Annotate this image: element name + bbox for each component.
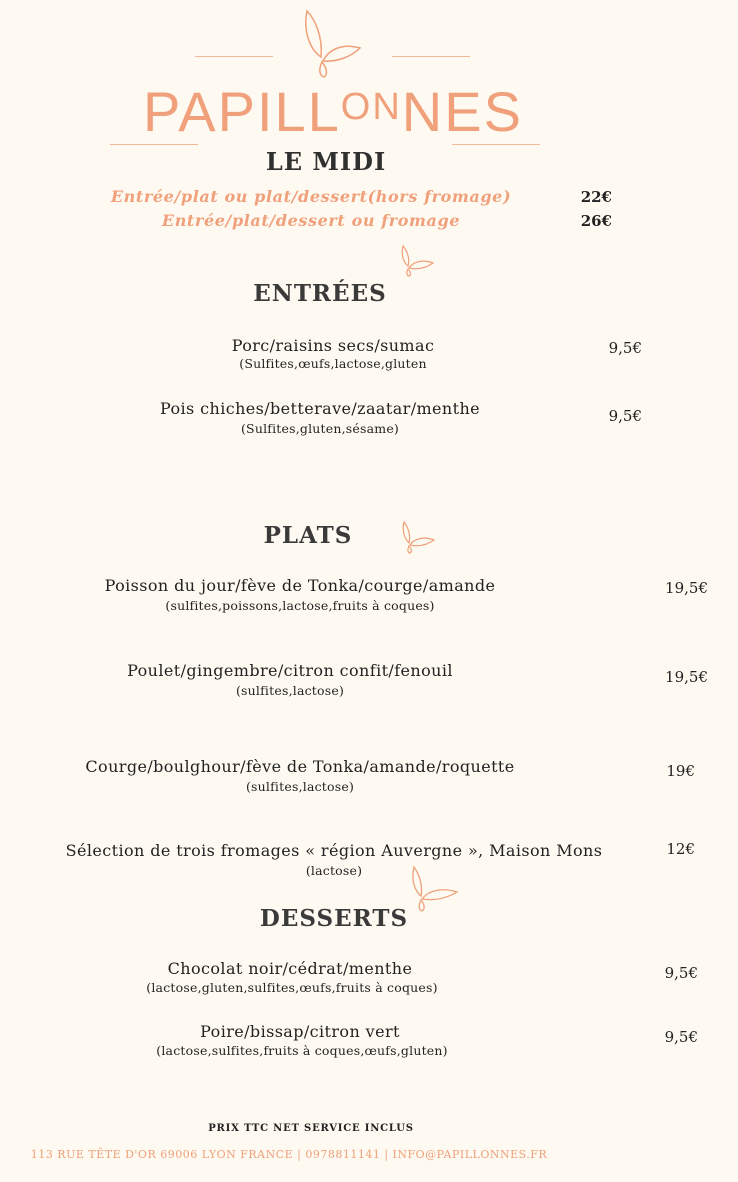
plat-item-name-1: Poisson du jour/fève de Tonka/courge/amande	[104, 576, 496, 595]
footer-contact-line: 113 RUE TÊTE D'OR 69006 LYON FRANCE | 0978811141 | INFO@PAPILLONNES.FR	[30, 1148, 548, 1161]
plat-item-allergens-3: (sulfites,lactose)	[245, 779, 355, 794]
header-rule-top-right	[392, 56, 470, 57]
plat-item-price-4: 12€	[666, 840, 695, 858]
plat-item-price-1: 19,5€	[665, 579, 708, 597]
formula-price-2: 26€	[580, 212, 612, 230]
header-rule-top-left	[195, 56, 273, 57]
dessert-item-price-2: 9,5€	[664, 1028, 698, 1046]
dessert-item-name-1: Chocolat noir/cédrat/menthe	[167, 959, 413, 978]
entree-item-name-1: Porc/raisins secs/sumac	[231, 336, 435, 355]
entree-item-allergens-1: (Sulfites,œufs,lactose,gluten	[239, 356, 427, 371]
brand-part-2: ON	[340, 86, 402, 128]
butterfly-icon	[407, 864, 463, 914]
plat-item-allergens-4: (lactose)	[305, 863, 363, 878]
plat-item-price-3: 19€	[666, 762, 695, 780]
brand-part-1: PAPILL	[143, 80, 341, 143]
entree-item-name-2: Pois chiches/betterave/zaatar/menthe	[159, 399, 481, 418]
plat-item-price-2: 19,5€	[665, 668, 708, 686]
plat-item-name-3: Courge/boulghour/fève de Tonka/amande/roquette	[85, 757, 515, 776]
plat-item-allergens-2: (sulfites,lactose)	[235, 683, 345, 698]
brand-part-3: NES	[401, 80, 523, 143]
plat-item-allergens-1: (sulfites,poissons,lactose,fruits à coques)	[165, 598, 435, 613]
dessert-item-allergens-1: (lactose,gluten,sulfites,œufs,fruits à coques)	[146, 980, 438, 995]
section-title-plats: PLATS	[263, 522, 353, 549]
butterfly-icon	[398, 244, 438, 278]
dessert-item-name-2: Poire/bissap/citron vert	[200, 1022, 400, 1041]
formula-label-1: Entrée/plat ou plat/dessert(hors fromage)	[110, 187, 512, 206]
plat-item-name-2: Poulet/gingembre/citron confit/fenouil	[127, 661, 453, 680]
header-rule-bottom-right	[452, 144, 540, 145]
dessert-item-allergens-2: (lactose,sulfites,fruits à coques,œufs,gluten)	[156, 1043, 448, 1058]
section-title-entrees: ENTRÉES	[253, 280, 387, 307]
brand-logo-text	[143, 80, 523, 143]
entree-item-price-2: 9,5€	[608, 407, 642, 425]
formula-label-2: Entrée/plat/dessert ou fromage	[161, 211, 461, 230]
entree-item-price-1: 9,5€	[608, 339, 642, 357]
butterfly-icon	[399, 520, 439, 556]
footer-price-note: PRIX TTC NET SERVICE INCLUS	[208, 1123, 414, 1134]
plat-item-name-4: Sélection de trois fromages « région Auvergne », Maison Mons	[65, 841, 603, 860]
section-title-desserts: DESSERTS	[259, 905, 409, 932]
lunch-title: LE MIDI	[265, 147, 387, 176]
formula-price-1: 22€	[580, 188, 612, 206]
header-rule-bottom-left	[110, 144, 198, 145]
dessert-item-price-1: 9,5€	[664, 964, 698, 982]
butterfly-logo-icon	[295, 5, 373, 80]
entree-item-allergens-2: (Sulfites,gluten,sésame)	[240, 421, 400, 436]
